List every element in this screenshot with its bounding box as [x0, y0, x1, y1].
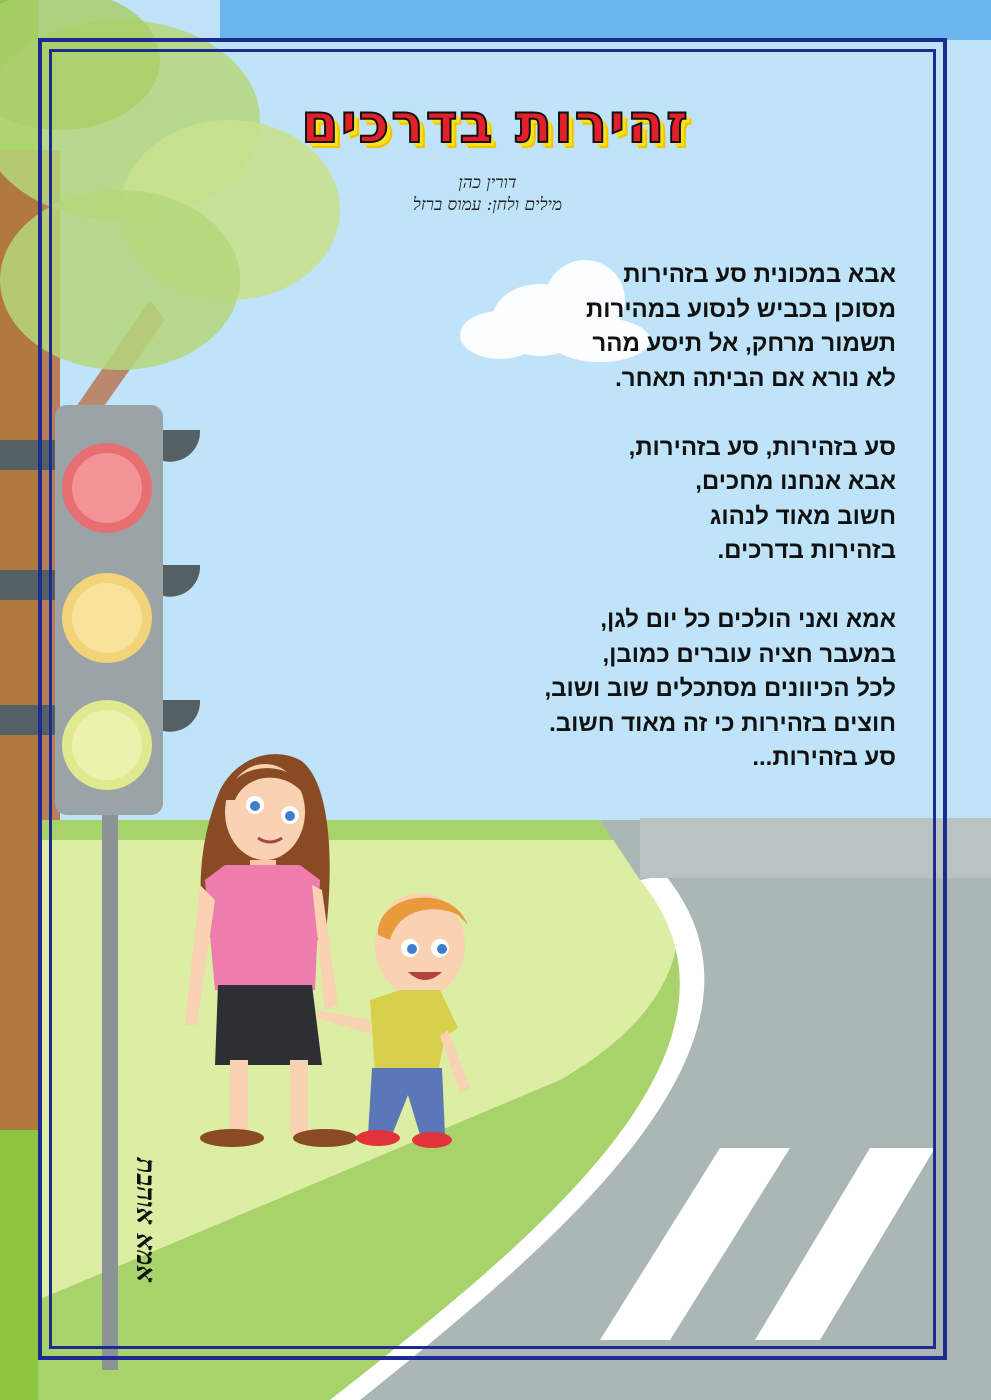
lyric-line: חוצים בזהירות כי זה מאוד חשוב.	[549, 709, 896, 737]
lyric-line: אבא במכונית סע בזהירות	[623, 261, 896, 288]
writer-credit: מילים ולחן: עמוס ברזל	[412, 195, 563, 215]
lyric-line: אבא אנחנו מחכים,	[695, 468, 896, 495]
lyric-line: מסוכן בכביש לנסוע במהירות	[586, 295, 896, 323]
lyric-line: במעבר חציה עוברים כמובן,	[602, 640, 896, 668]
lyric-line: סע בזהירות...	[752, 744, 896, 771]
credits	[360, 172, 615, 216]
sky-top	[220, 0, 991, 40]
song-lyrics	[376, 258, 896, 810]
stanza-3	[376, 603, 896, 776]
lyric-line: חשוב מאוד לנהוג	[709, 502, 896, 530]
stanza-1	[376, 258, 896, 396]
lyric-line: סע בזהירות, סע בזהירות,	[628, 433, 896, 461]
lyric-line: תשמור מרחק, אל תיסע מהר	[592, 330, 896, 357]
lyric-line: לא נורא אם הביתה תאחר.	[615, 364, 896, 392]
stanza-2	[376, 431, 896, 569]
lyric-line: אמא ואני הולכים כל יום לגן,	[600, 606, 896, 633]
lyric-line: בזהירות בדרכים.	[717, 537, 896, 564]
signature-text: אמא אוהבת	[130, 1157, 160, 1283]
performer-credit: דורין כהן	[458, 173, 517, 193]
song-title: זהירות בדרכים	[301, 92, 690, 155]
lyric-line: לכל הכיוונים מסתכלים שוב ושוב,	[544, 675, 896, 702]
